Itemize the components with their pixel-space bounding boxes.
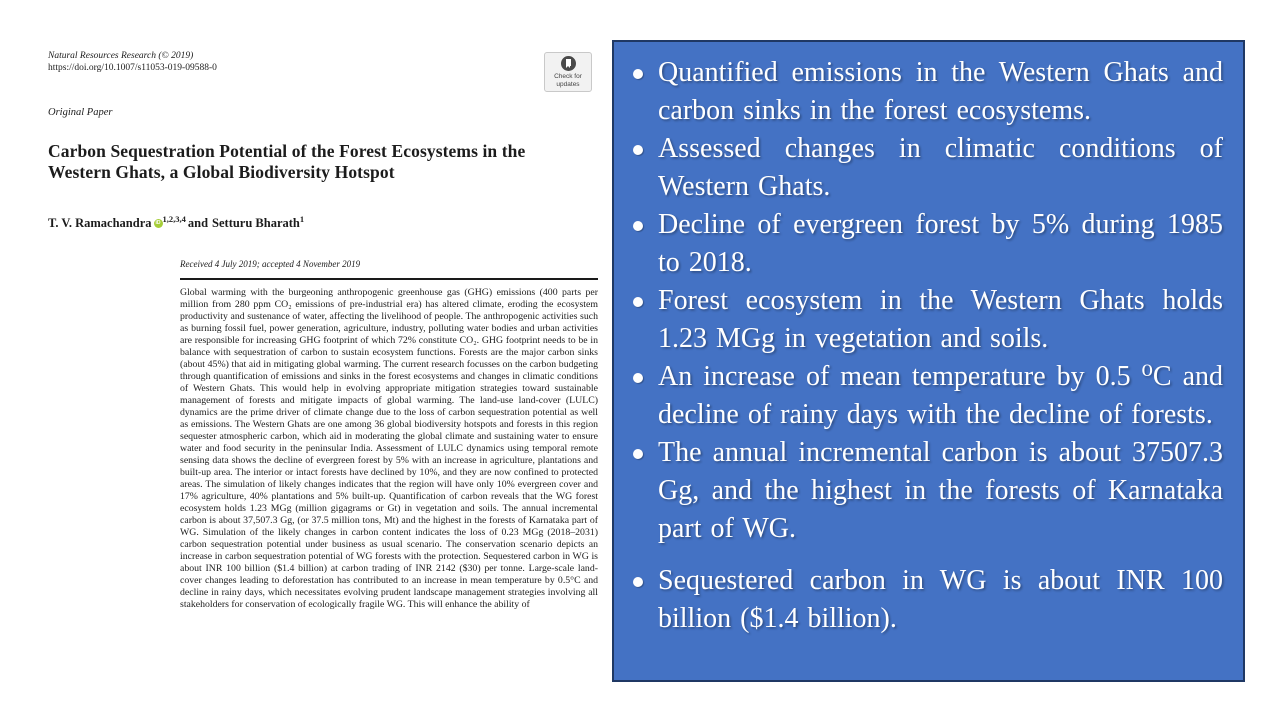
highlight-bullet xyxy=(614,206,1223,282)
bullet-dot-icon xyxy=(633,297,643,307)
abstract-block xyxy=(180,259,598,611)
author-1-name: T. V. Ramachandra xyxy=(48,216,152,231)
highlight-text: Assessed changes in climatic conditions of Western Ghats. xyxy=(658,133,1223,202)
received-accepted-line: Received 4 July 2019; accepted 4 November 2019 xyxy=(180,259,361,270)
author-connector: and xyxy=(187,216,209,231)
abstract-text: Global warming with the burgeoning anthropogenic greenhouse gas (GHG) emissions (400 parts per million from 280 ppm CO₂ emissions of pre-industrial era) has altered climate, eroding the ecosystem productivity and sustenance of water, affecting the livelihood of people. The anthropogenic activities such as burning fossil fuel, power generation, agriculture, industry, polluting water bodies and urban activities are responsible for increasing GHG footprint of which 72% constitute CO₂. GHG footprint needs to be in balance with sequestration of carbon to sustain ecosystem functions. Forests are the major carbon sinks (about 45%) that aid in mitigating global warming. The current research focusses on the carbon budgeting through quantification of emissions and sinks in the forest ecosystems and changes in climatic conditions of Western Ghats. This would help in evolving appropriate mitigation strategies toward sustainable management of forests and mitigate impacts of global warming. The land-use land-cover (LULC) dynamics are the prime driver of climate change due to the loss of carbon sequestration potential as well as emissions. The Western Ghats are one among 36 global biodiversity hotspots and forests in this region sequester atmospheric carbon, which aid in moderating the global climate and sustaining water to ensure water and food security in the peninsular India. Assessment of LULC dynamics using temporal remote sensing data shows the decline of evergreen forest by 5% with an increase in agriculture, plantations and built-up area. The interior or intact forests have declined by 10%, and they are now confined to protected areas. The simulation of likely changes indicates that the region will have only 10% evergreen cover and 17% agriculture, 40% plantations and 5% built-up. Quantification of carbon reveals that the WG forest ecosystem holds 1.23 MGg (million gigagrams or Gt) in vegetation and soils. The annual incremental carbon is about 37,507.3 Gg, (or 37.5 million tons, Mt) and the highest in the forests of Karnataka part of WG. Simulation of the likely changes in carbon content indicates the loss of 0.23 MGg (2018–2031) carbon sequestration potential under business as usual scenario. The conservation scenario depicts an increase in carbon sequestration potential of WG forests with the protection. Sequestered carbon in WG is about INR 100 billion ($1.4 billion) at carbon trading of INR 2142 ($30) per tonne. Large-scale land-cover changes leading to deforestation has contributed to an increase in mean temperature by 0.5°C and decline in rainy days, which necessitates evolving prudent landscape management strategies involving all stakeholders for conservation of ecologically fragile WG. This will enhance the ability of xyxy=(180,287,598,611)
bookmark-icon xyxy=(561,56,576,71)
highlight-bullet xyxy=(614,54,1223,130)
highlight-text: Forest ecosystem in the Western Ghats holds 1.23 MGg in vegetation and soils. xyxy=(658,285,1223,354)
paper-header xyxy=(48,50,597,88)
abstract-divider xyxy=(180,278,598,280)
highlight-text: Sequestered carbon in WG is about INR 100 billion ($1.4 billion). xyxy=(658,565,1223,634)
bullet-dot-icon xyxy=(633,69,643,79)
paper-title: Carbon Sequestration Potential of the Forest Ecosystems in the Western Ghats, a Global Biodiversity Hotspot xyxy=(48,141,526,182)
bullet-dot-icon xyxy=(633,577,643,587)
highlights-panel xyxy=(612,40,1245,682)
bullet-dot-icon xyxy=(633,145,643,155)
bullet-dot-icon xyxy=(633,449,643,459)
paper-first-page xyxy=(48,50,597,611)
article-type-label: Original Paper xyxy=(48,107,113,118)
highlight-text: Decline of evergreen forest by 5% during 1985 to 2018. xyxy=(658,209,1223,278)
highlight-bullet xyxy=(614,434,1223,548)
doi-link[interactable]: https://doi.org/10.1007/s11053-019-09588-0 xyxy=(48,63,217,73)
author-2-affiliations: 1 xyxy=(299,214,305,224)
highlight-text: An increase of mean temperature by 0.5 ⁰C and decline of rainy days with the decline of forests. xyxy=(658,361,1223,430)
highlight-bullet xyxy=(614,130,1223,206)
orcid-icon[interactable] xyxy=(154,219,163,228)
check-for-updates-badge[interactable] xyxy=(544,52,592,92)
author-1-affiliations: 1,2,3,4 xyxy=(162,214,186,224)
authors-line xyxy=(48,214,597,231)
check-for-updates-label: Check for updates xyxy=(554,73,582,88)
journal-name: Natural Resources Research (© 2019) xyxy=(48,51,194,61)
bullet-dot-icon xyxy=(633,221,643,231)
bullet-dot-icon xyxy=(633,373,643,383)
highlights-list xyxy=(614,54,1223,638)
highlight-text: The annual incremental carbon is about 37507.3 Gg, and the highest in the forests of Karnataka part of WG. xyxy=(658,437,1223,544)
highlight-bullet xyxy=(614,282,1223,358)
highlight-bullet xyxy=(614,562,1223,638)
author-2-name: Setturu Bharath xyxy=(212,216,300,231)
highlight-text: Quantified emissions in the Western Ghats and carbon sinks in the forest ecosystems. xyxy=(658,57,1223,126)
highlight-bullet xyxy=(614,358,1223,434)
